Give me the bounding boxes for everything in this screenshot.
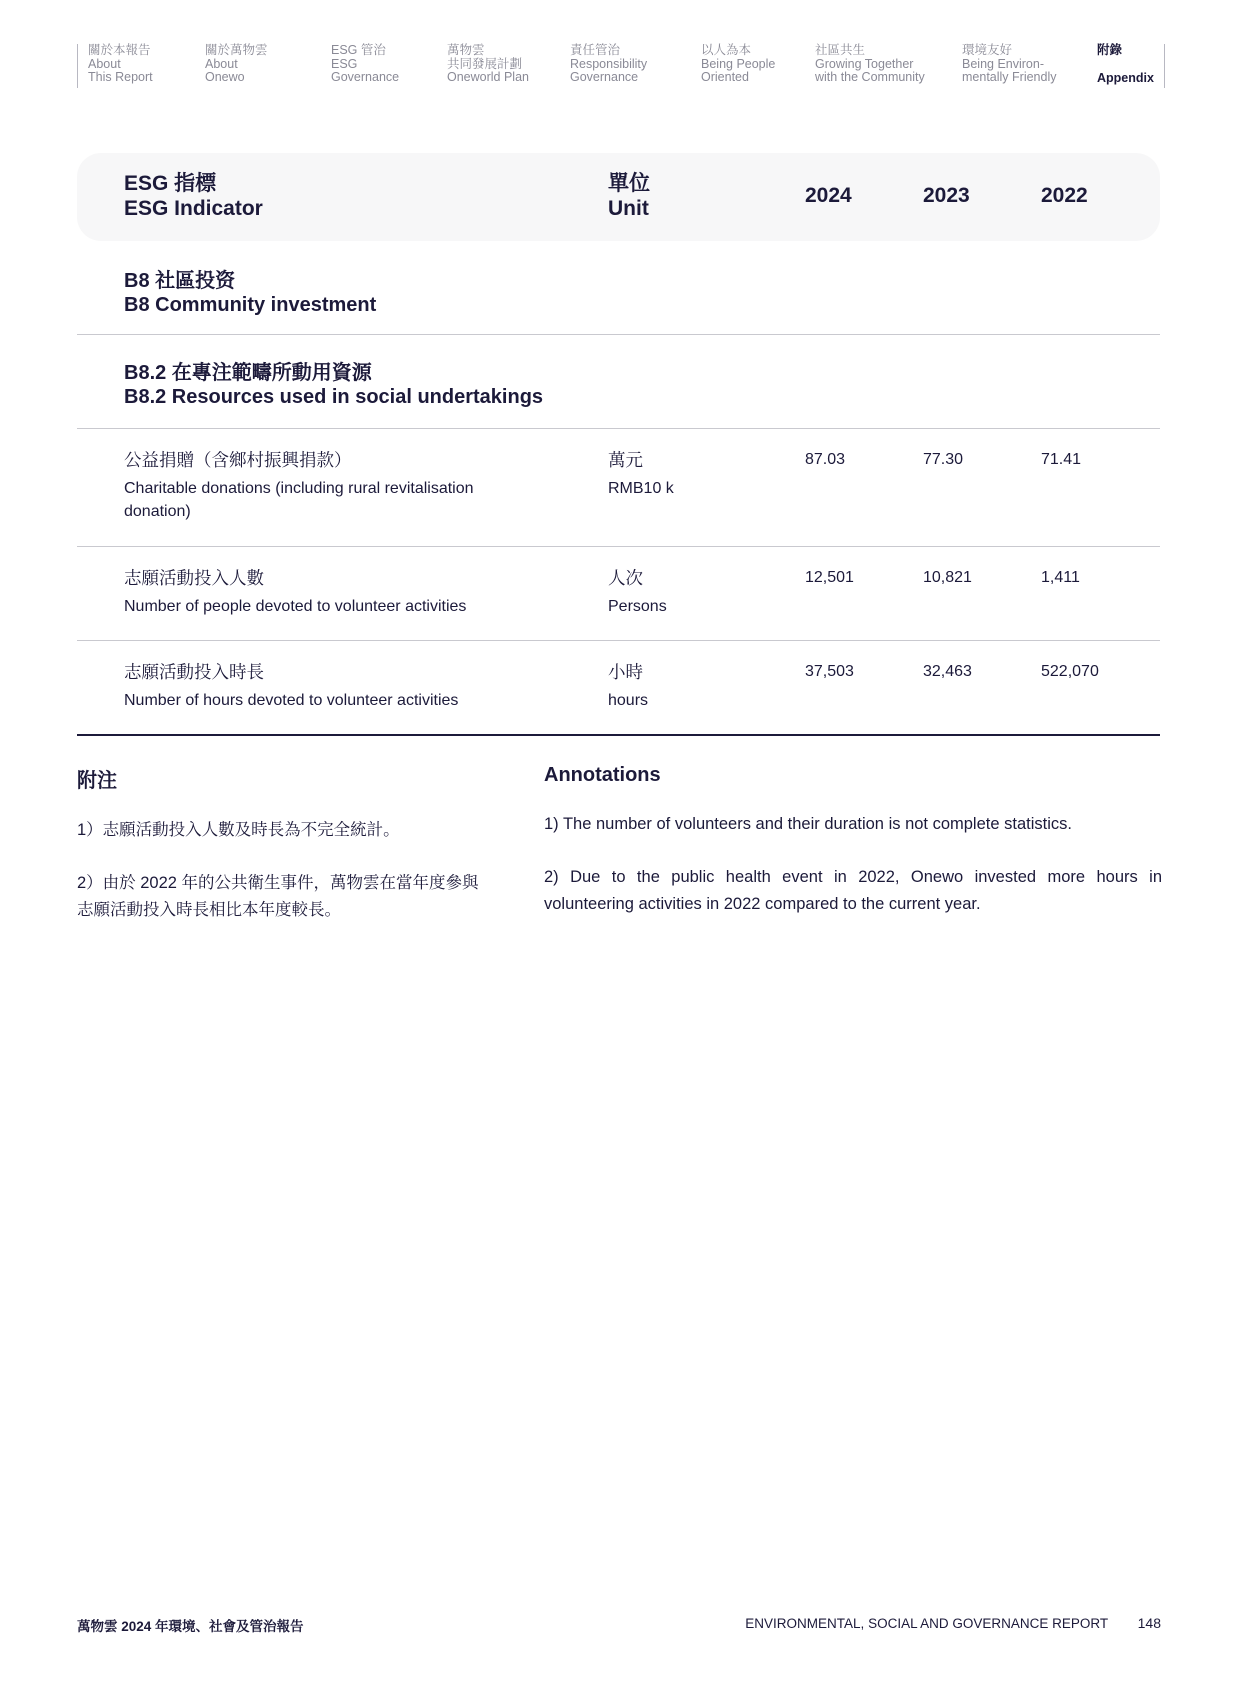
nav-label-zh: 社區共生 xyxy=(815,43,866,57)
header-year: 2023 xyxy=(923,184,970,207)
esg-data-table xyxy=(77,153,1160,736)
header-indicator-en: ESG Indicator xyxy=(124,197,263,220)
row-unit-en: Persons xyxy=(608,598,667,615)
header-unit xyxy=(608,171,650,221)
page-number: 148 xyxy=(1137,1615,1161,1631)
nav-item-environment[interactable] xyxy=(962,44,1056,85)
row-indicator-en: Number of hours devoted to volunteer activities xyxy=(124,692,459,709)
row-unit-zh: 小時 xyxy=(608,662,643,682)
nav-label-zh: 以人為本 xyxy=(701,43,752,57)
nav-label-en: Governance xyxy=(570,70,639,84)
nav-item-esg-governance[interactable] xyxy=(331,44,399,85)
nav-label-en: Being People xyxy=(701,56,776,71)
nav-label-zh: ESG 管治 xyxy=(331,43,386,57)
row-indicator xyxy=(124,449,544,523)
nav-item-about-onewo[interactable] xyxy=(205,44,268,85)
nav-item-people-oriented[interactable] xyxy=(701,44,775,85)
footer-report-title-zh: 萬物雲 2024 年環境、社會及管治報告 xyxy=(77,1619,304,1634)
footer-report-title-en: ENVIRONMENTAL, SOCIAL AND GOVERNANCE REPORT xyxy=(745,1616,1108,1631)
annotations-en xyxy=(544,764,1162,944)
row-indicator-zh: 志願活動投入人數 xyxy=(124,568,264,588)
nav-item-about-report[interactable] xyxy=(88,44,153,85)
nav-label-en: Governance xyxy=(331,70,400,84)
table-row xyxy=(77,429,1160,547)
annotation-item: 2）由於 2022 年的公共衛生事件，萬物雲在當年度參與志願活動投入時長相比本年度較長。 xyxy=(77,874,479,919)
annotations-title-zh: 附注 xyxy=(77,770,117,792)
row-indicator-zh: 公益捐贈（含鄉村振興捐款） xyxy=(124,450,352,470)
nav-label-zh: 共同發展計劃 xyxy=(447,56,523,71)
annotations-zh xyxy=(77,764,487,950)
nav-label-en: Oneworld Plan xyxy=(447,70,529,84)
header-year: 2024 xyxy=(805,184,852,207)
nav-label-en: This Report xyxy=(88,70,153,84)
table-row xyxy=(77,547,1160,641)
section-heading-row xyxy=(77,241,1160,335)
row-unit xyxy=(608,449,674,500)
cell-value-2023: 10,821 xyxy=(923,569,972,586)
nav-label-en: About xyxy=(88,56,121,71)
row-unit xyxy=(608,567,667,618)
header-unit-en: Unit xyxy=(608,197,649,220)
header-year: 2022 xyxy=(1041,184,1088,207)
row-unit-zh: 人次 xyxy=(608,568,643,588)
nav-label-zh: 關於本報告 xyxy=(88,43,151,57)
cell-value-2024: 12,501 xyxy=(805,569,854,586)
nav-label-en: Growing Together xyxy=(815,56,914,71)
subsection-heading xyxy=(124,361,543,409)
nav-item-responsibility-governance[interactable] xyxy=(570,44,647,85)
annotation-item: 1）志願活動投入人數及時長為不完全統計。 xyxy=(77,821,400,839)
row-unit-en: hours xyxy=(608,692,649,709)
nav-label-zh: 環境友好 xyxy=(962,43,1013,57)
nav-label-zh: 萬物雲 xyxy=(447,43,485,57)
row-unit xyxy=(608,661,648,712)
nav-label-en: Oriented xyxy=(701,70,749,84)
nav-label-en: mentally Friendly xyxy=(962,70,1057,84)
subsection-heading-row xyxy=(77,335,1160,429)
nav-label-en: Appendix xyxy=(1097,70,1154,85)
footer-right xyxy=(745,1615,1161,1631)
nav-label-en: ESG xyxy=(331,56,358,71)
nav-label-en: Responsibility xyxy=(570,56,648,71)
cell-value-2024: 87.03 xyxy=(805,451,846,468)
nav-label-zh: 關於萬物雲 xyxy=(205,43,268,57)
annotation-item: 2) Due to the public health event in 2022, Onewo invested more hours in volunteering activities in 2022 compared to the current year. xyxy=(544,868,1162,913)
nav-item-community[interactable] xyxy=(815,44,925,85)
row-indicator xyxy=(124,661,544,712)
row-indicator xyxy=(124,567,544,618)
header-indicator-zh: ESG 指標 xyxy=(124,172,217,195)
subsection-heading-en: B8.2 Resources used in social undertakings xyxy=(124,386,544,408)
nav-label-zh: 責任管治 xyxy=(570,43,621,57)
section-heading-en: B8 Community investment xyxy=(124,294,377,316)
table-header xyxy=(77,153,1160,241)
row-unit-en: RMB10 k xyxy=(608,480,674,497)
nav-label-zh: 附錄 xyxy=(1097,43,1123,57)
cell-value-2022: 522,070 xyxy=(1041,663,1099,680)
nav-divider xyxy=(77,44,78,88)
cell-value-2022: 71.41 xyxy=(1041,451,1082,468)
cell-value-2023: 77.30 xyxy=(923,451,964,468)
annotation-item: 1) The number of volunteers and their duration is not complete statistics. xyxy=(544,815,1072,833)
nav-item-appendix-active[interactable] xyxy=(1097,44,1154,85)
row-indicator-zh: 志願活動投入時長 xyxy=(124,662,264,682)
nav-label-en: with the Community xyxy=(815,70,925,84)
header-unit-zh: 單位 xyxy=(608,172,650,195)
annotations-title-en: Annotations xyxy=(544,764,661,786)
header-indicator xyxy=(124,171,263,221)
nav-label-en: Being Environ- xyxy=(962,56,1044,71)
row-unit-zh: 萬元 xyxy=(608,450,643,470)
nav-item-oneworld-plan[interactable] xyxy=(447,44,529,85)
row-indicator-en: Charitable donations (including rural revitalisation donation) xyxy=(124,480,474,520)
nav-label-en: About xyxy=(205,56,238,71)
table-row xyxy=(77,641,1160,736)
cell-value-2024: 37,503 xyxy=(805,663,854,680)
section-heading-zh: B8 社區投资 xyxy=(124,270,236,292)
top-navigation xyxy=(77,44,1167,88)
nav-divider xyxy=(1164,44,1165,88)
cell-value-2022: 1,411 xyxy=(1041,569,1080,586)
section-heading xyxy=(124,269,376,317)
row-indicator-en: Number of people devoted to volunteer activities xyxy=(124,598,467,615)
cell-value-2023: 32,463 xyxy=(923,663,972,680)
nav-label-en: Onewo xyxy=(205,70,245,84)
subsection-heading-zh: B8.2 在專注範疇所動用資源 xyxy=(124,362,372,384)
